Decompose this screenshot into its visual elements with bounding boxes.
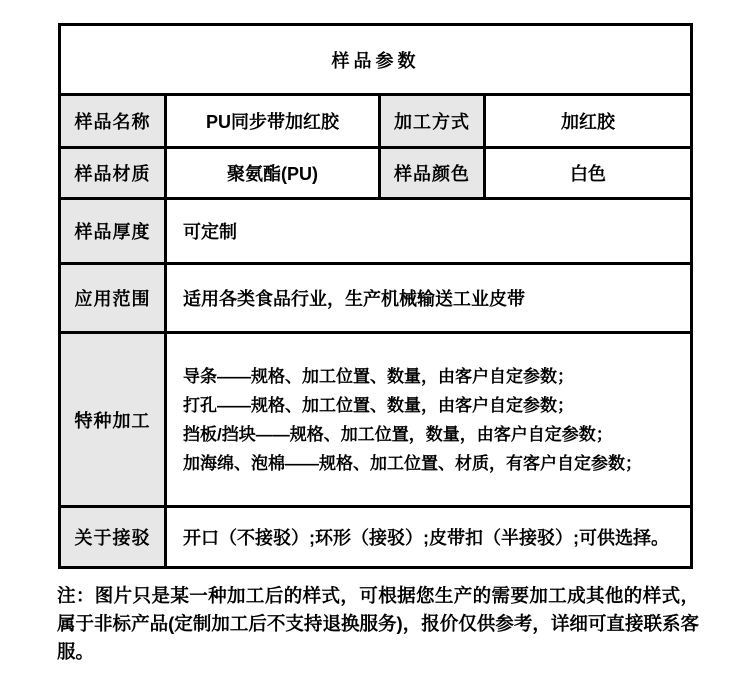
table-row: [60, 199, 692, 264]
label-sample-thickness: 样品厚度: [60, 199, 166, 264]
label-sample-color: 样品颜色: [380, 148, 485, 199]
value-special-processing: [166, 333, 692, 507]
value-sample-name: PU同步带加红胶: [166, 95, 380, 148]
value-application-scope: 适用各类食品行业，生产机械输送工业皮带: [166, 264, 692, 333]
label-sample-name: 样品名称: [60, 95, 166, 148]
label-about-joining: 关于接驳: [60, 507, 166, 568]
value-sample-thickness: 可定制: [166, 199, 692, 264]
label-application-scope: 应用范围: [60, 264, 166, 333]
value-sample-material: 聚氨酯(PU): [166, 148, 380, 199]
value-about-joining: 开口（不接驳）;环形（接驳）;皮带扣（半接驳）;可供选择。: [166, 507, 692, 568]
value-sample-color: 白色: [485, 148, 692, 199]
spec-table: [58, 23, 693, 569]
label-special-processing: 特种加工: [60, 333, 166, 507]
special-processing-line: 加海绵、泡棉——规格、加工位置、材质，有客户自定参数；: [183, 453, 642, 473]
table-row: [60, 507, 692, 568]
table-row: [60, 148, 692, 199]
label-sample-material: 样品材质: [60, 148, 166, 199]
value-processing-method: 加红胶: [485, 95, 692, 148]
special-processing-line: 挡板/挡块——规格、加工位置，数量，由客户自定参数；: [183, 424, 613, 444]
table-row: [60, 95, 692, 148]
special-processing-line: 打孔——规格、加工位置、数量，由客户自定参数；: [183, 395, 574, 415]
table-row: [60, 333, 692, 507]
label-processing-method: 加工方式: [380, 95, 485, 148]
table-row: [60, 264, 692, 333]
title-row: [60, 25, 692, 95]
special-processing-line: 导条——规格、加工位置、数量，由客户自定参数；: [183, 366, 574, 386]
footer-note: 注：图片只是某一种加工后的样式，可根据您生产的需要加工成其他的样式，属于非标产品(定制加工后不支持退换服务)，报价仅供参考，详细可直接联系客服。: [57, 585, 699, 662]
table-title: 样品参数: [60, 25, 692, 95]
